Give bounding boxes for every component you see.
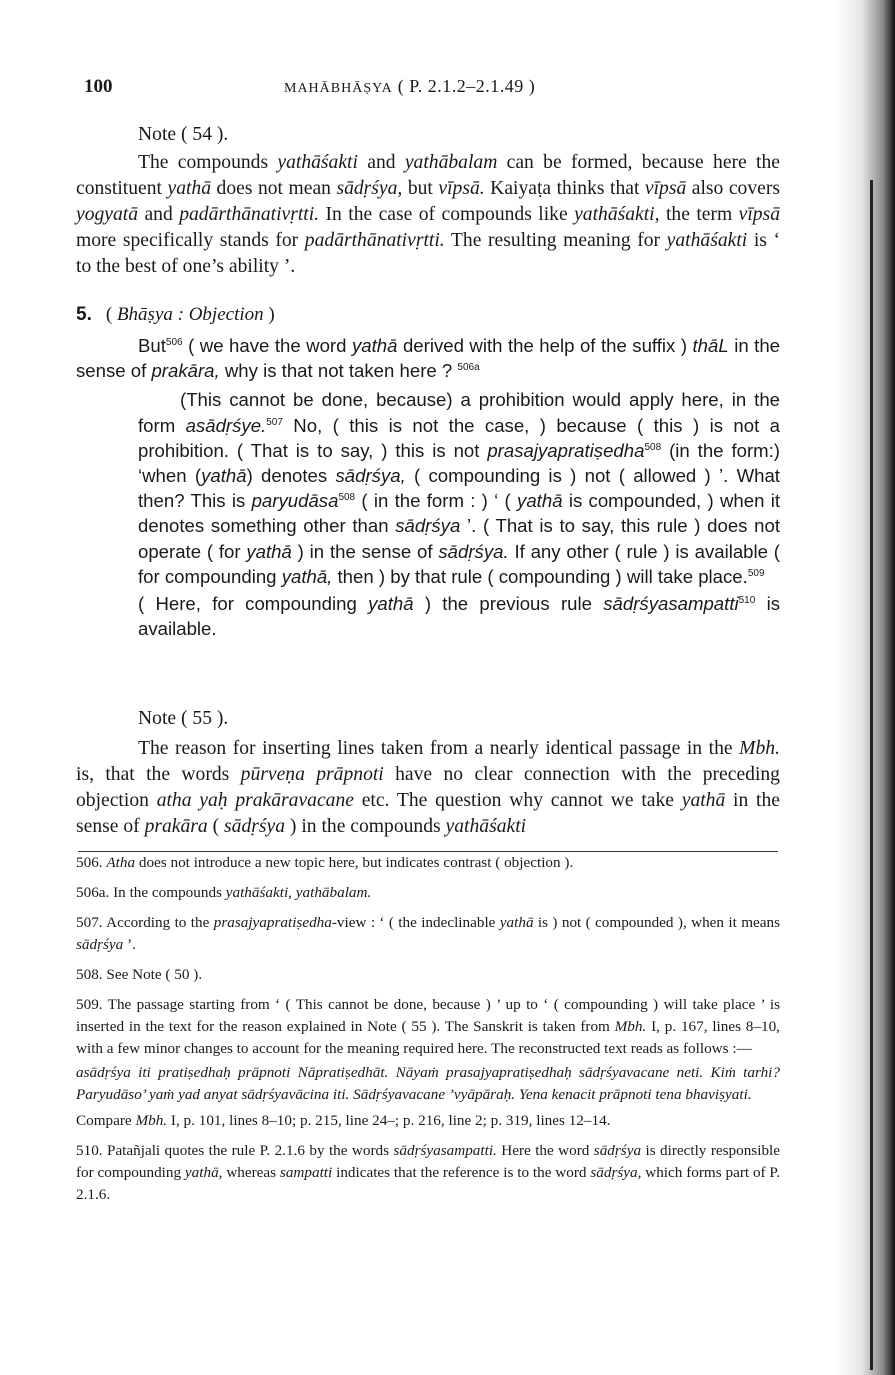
- running-title: [284, 76, 535, 97]
- running-title-book: MAHĀBHĀṢYA: [284, 81, 393, 96]
- scan-edge-shadow: [835, 0, 895, 1375]
- note-55-block: [76, 706, 780, 840]
- footnote-509-compare: Compare Mbh. I, p. 101, lines 8–10; p. 215, line 24–; p. 216, line 2; p. 319, lines 12–14.: [76, 1112, 611, 1129]
- footnote-506a: 506a. In the compounds yathāśakti, yathābalam.: [76, 884, 372, 901]
- bhasya-translation: [76, 333, 780, 641]
- footnote-509-sanskrit: asādṛśya iti pratiṣedhaḥ prāpnoti Nāpratiṣedhāt. Nāyaṁ prasajyapratiṣedhaḥ sādṛśyavacane neti. Kiṁ tarhi? Paryudāso’ yaṁ yad anyat sādṛśyavācina iti. Sādṛśyavacane ’vyāpāraḥ. Yena kenacit prāpnoti tena bhaviṣyati.: [76, 1064, 780, 1103]
- note-55-body: The reason for inserting lines taken from a nearly identical passage in the Mbh. is, that the words pūrveṇa prāpnoti have no clear connection with the preceding objection atha yaḥ prakāravacane etc. The question why cannot we take yathā in the sense of prakāra ( sādṛśya ) in the compounds yathāśakti: [76, 738, 780, 837]
- note-54-body: The compounds yathāśakti and yathābalam can be formed, because here the constituent yathā does not mean sādṛśya, but vīpsā. Kaiyaṭa thinks that vīpsā also covers yogyatā and padārthānativṛtti. In the case of compounds like yathāśakti, the term vīpsā more specifically stands for padārthānativṛtti. The resulting meaning for yathāśakti is ‘ to the best of one’s ability ’.: [76, 152, 781, 277]
- section-5-heading: [76, 302, 780, 328]
- section-number: 5.: [76, 304, 92, 325]
- note-55-heading: Note ( 55 ).: [138, 708, 229, 729]
- note-54-heading: Note ( 54 ).: [138, 124, 229, 145]
- page-header: [84, 76, 784, 102]
- section-label: ( Bhāṣya : Objection ): [105, 304, 275, 325]
- objection-paragraph: But$^{506}$ ( we have the word yathā derived with the help of the suffix ) thāL in the sense of prakāra, why is that not taken here ? $^{506a}$: [76, 335, 780, 382]
- footnote-508: 508. See Note ( 50 ).: [76, 966, 203, 983]
- here-paragraph: ( Here, for compounding yathā ) the previous rule sādṛśyasampatti$^{510}$ is available.: [138, 593, 781, 640]
- running-title-range: ( P. 2.1.2–2.1.49 ): [392, 76, 536, 96]
- note-54-block: [76, 122, 780, 280]
- answer-paragraph: (This cannot be done, because) a prohibition would apply here, in the form asādṛśye.$^{507}$ No, ( this is not the case, ) because ( this ) is not a prohibition. ( That is to say, ) this is not prasajyapratiṣedha$^{508}$ (in the form:) ‘when (yathā) denotes sādṛśya, ( compounding is ) not ( allowed ) ’. What then? This is paryudāsa$^{508}$ ( in the form : ) ‘ ( yathā is compounded, ) when it denotes something other than sādṛśya ’. ( That is to say, this rule ) does not operate ( for yathā ) in the sense of sādṛśya. If any other ( rule ) is available ( for compounding yathā, then ) by that rule ( compounding ) will take place.$^{509}$: [138, 389, 780, 587]
- scan-edge-line: [870, 180, 873, 1370]
- footnote-507: 507. According to the prasajyapratiṣedha-view : ‘ ( the indeclinable yathā is ) not ( compounded ), when it means sādṛśya ’.: [76, 914, 781, 953]
- footnote-509: 509. The passage starting from ‘ ( This cannot be done, because ) ’ up to ‘ ( compounding ) will take place ’ is inserted in the text for the reason explained in Note ( 55 ). The Sanskrit is taken from Mbh. I, p. 167, lines 8–10, with a few minor changes to account for the meaning required here. The reconstructed text reads as follows :—: [76, 996, 780, 1057]
- footnotes: [76, 852, 780, 1206]
- footnote-506: 506. Atha does not introduce a new topic here, but indicates contrast ( objection ).: [76, 854, 574, 871]
- page-number: 100: [84, 76, 113, 97]
- footnote-510: 510. Patañjali quotes the rule P. 2.1.6 by the words sādṛśyasampatti. Here the word sādṛśya is directly responsible for compounding yathā, whereas sampatti indicates that the reference is to the word sādṛśya, which forms part of P. 2.1.6.: [76, 1142, 780, 1203]
